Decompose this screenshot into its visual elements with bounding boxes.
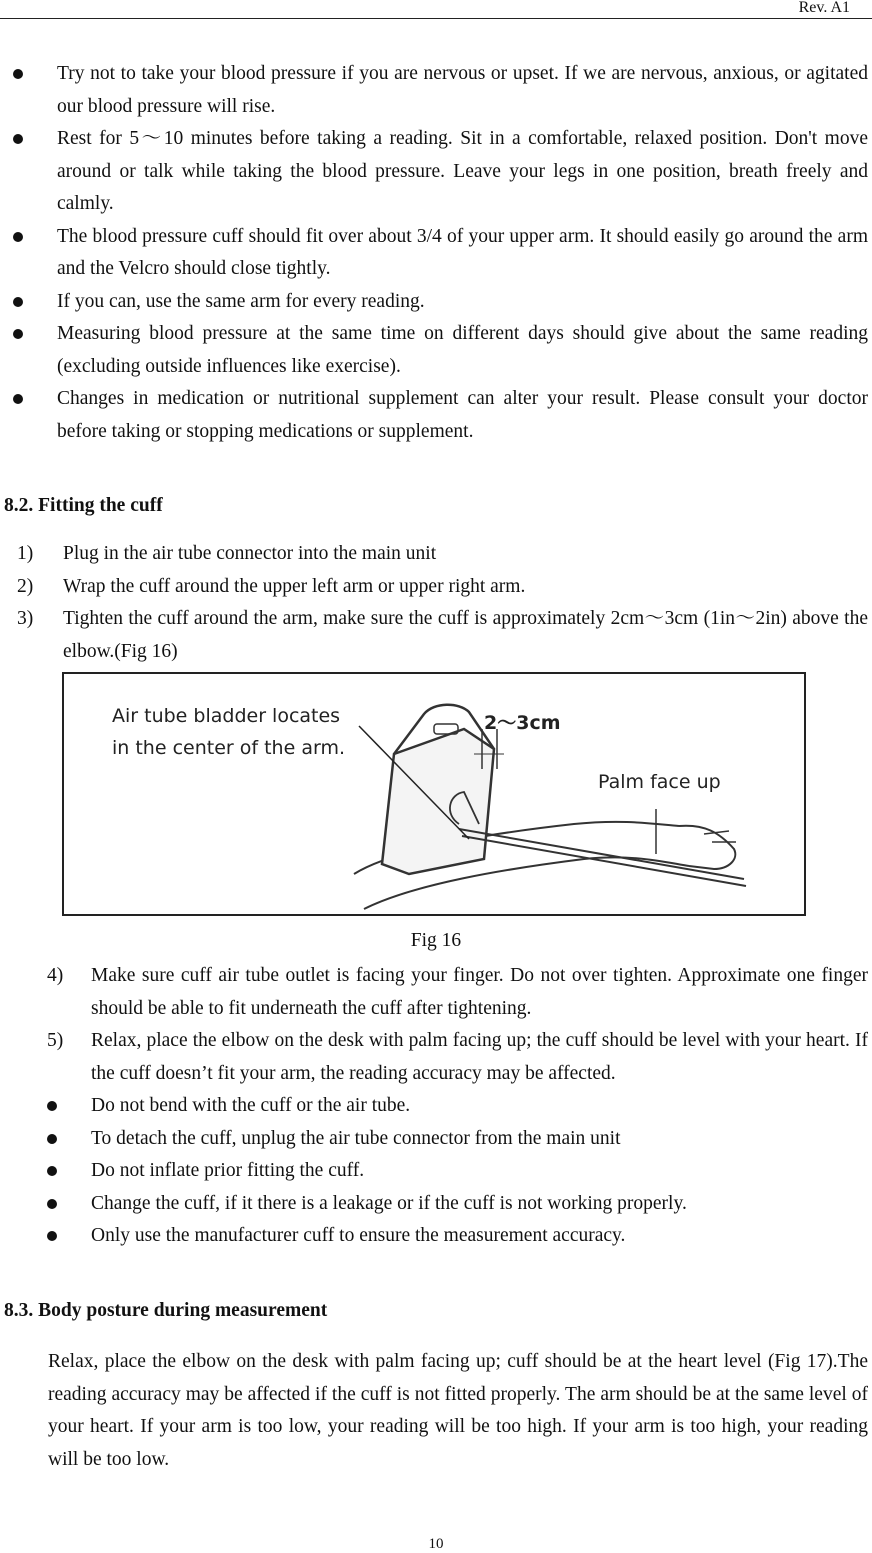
page-number: 10 bbox=[428, 1536, 444, 1552]
list-item: Measuring blood pressure at the same time on different days should give about the same reading (excluding outside influences like exercise). bbox=[0, 318, 872, 383]
header-rule bbox=[0, 18, 872, 19]
list-item: Do not bend with the cuff or the air tube. bbox=[0, 1090, 872, 1123]
revision-label: Rev. A1 bbox=[798, 0, 850, 16]
bullet-icon bbox=[13, 394, 23, 404]
posture-paragraph: Relax, place the elbow on the desk with palm facing up; cuff should be at the heart level (Fig 17).The reading accuracy may be affected if the cuff is not fitted properly. The arm should be at the same level of your heart. If your arm is too low, your reading will be too high. If your arm is too high, your reading will be too low. bbox=[48, 1351, 868, 1470]
list-item: 1) Plug in the air tube connector into the main unit bbox=[17, 543, 437, 564]
list-item: 2) Wrap the cuff around the upper left arm or upper right arm. bbox=[17, 575, 526, 597]
bullet-icon bbox=[13, 232, 23, 242]
bullet-icon bbox=[13, 134, 23, 144]
arm-cuff-illustration bbox=[64, 674, 804, 914]
list-item: Only use the manufacturer cuff to ensure the measurement accuracy. bbox=[0, 1220, 872, 1253]
fitting-steps-continued bbox=[0, 960, 872, 1090]
figure-caption: Fig 16 bbox=[410, 930, 462, 951]
list-item: The blood pressure cuff should fit over about 3/4 of your upper arm. It should easily go around the arm and the Velcro should close tightly. bbox=[0, 221, 872, 286]
bullet-icon bbox=[47, 1101, 57, 1111]
list-item: If you can, use the same arm for every reading. bbox=[0, 286, 872, 319]
list-item: Do not inflate prior fitting the cuff. bbox=[0, 1155, 872, 1188]
label-bladder-line2: in the center of the arm. bbox=[112, 737, 345, 759]
list-item: To detach the cuff, unplug the air tube connector from the main unit bbox=[0, 1123, 872, 1156]
label-bladder-line1: Air tube bladder locates bbox=[112, 705, 341, 727]
section-heading-fitting: 8.2. Fitting the cuff bbox=[4, 495, 163, 516]
bullet-icon bbox=[47, 1166, 57, 1176]
list-item: Changes in medication or nutritional supplement can alter your result. Please consult your doctor before taking or stopping medications or supplement. bbox=[0, 383, 872, 448]
figure-cuff-fitting bbox=[62, 672, 806, 916]
tips-list bbox=[0, 58, 872, 448]
list-item: Try not to take your blood pressure if you are nervous or upset. If we are nervous, anxious, or agitated our blood pressure will rise. bbox=[0, 58, 872, 123]
fitting-steps-list bbox=[0, 538, 872, 668]
bullet-icon bbox=[47, 1199, 57, 1209]
bullet-icon bbox=[47, 1231, 57, 1241]
bullet-icon bbox=[13, 297, 23, 307]
list-item: Rest for 5～10 minutes before taking a reading. Sit in a comfortable, relaxed position. Don't move around or talk while taking the blood pressure. Leave your legs in one position, breath freely and calmly. bbox=[0, 123, 872, 221]
list-item: 4) Make sure cuff air tube outlet is facing your finger. Do not over tighten. Approximate one finger should be able to fit underneath the cuff after tightening. bbox=[47, 965, 868, 1019]
label-palm: Palm face up bbox=[598, 771, 721, 793]
list-item: Change the cuff, if it there is a leakage or if the cuff is not working properly. bbox=[0, 1188, 872, 1221]
label-distance: 2～3cm bbox=[484, 712, 561, 734]
list-item: 5) Relax, place the elbow on the desk with palm facing up; the cuff should be level with your heart. If the cuff doesn’t fit your arm, the reading accuracy may be affected. bbox=[47, 1030, 868, 1084]
fitting-notes-list bbox=[0, 1090, 872, 1253]
list-item: 3) Tighten the cuff around the arm, make sure the cuff is approximately 2cm～3cm (1in～2in) above the elbow.(Fig 16) bbox=[17, 608, 868, 662]
bullet-icon bbox=[13, 329, 23, 339]
bullet-icon bbox=[13, 69, 23, 79]
bullet-icon bbox=[47, 1134, 57, 1144]
section-heading-posture: 8.3. Body posture during measurement bbox=[4, 1300, 328, 1321]
